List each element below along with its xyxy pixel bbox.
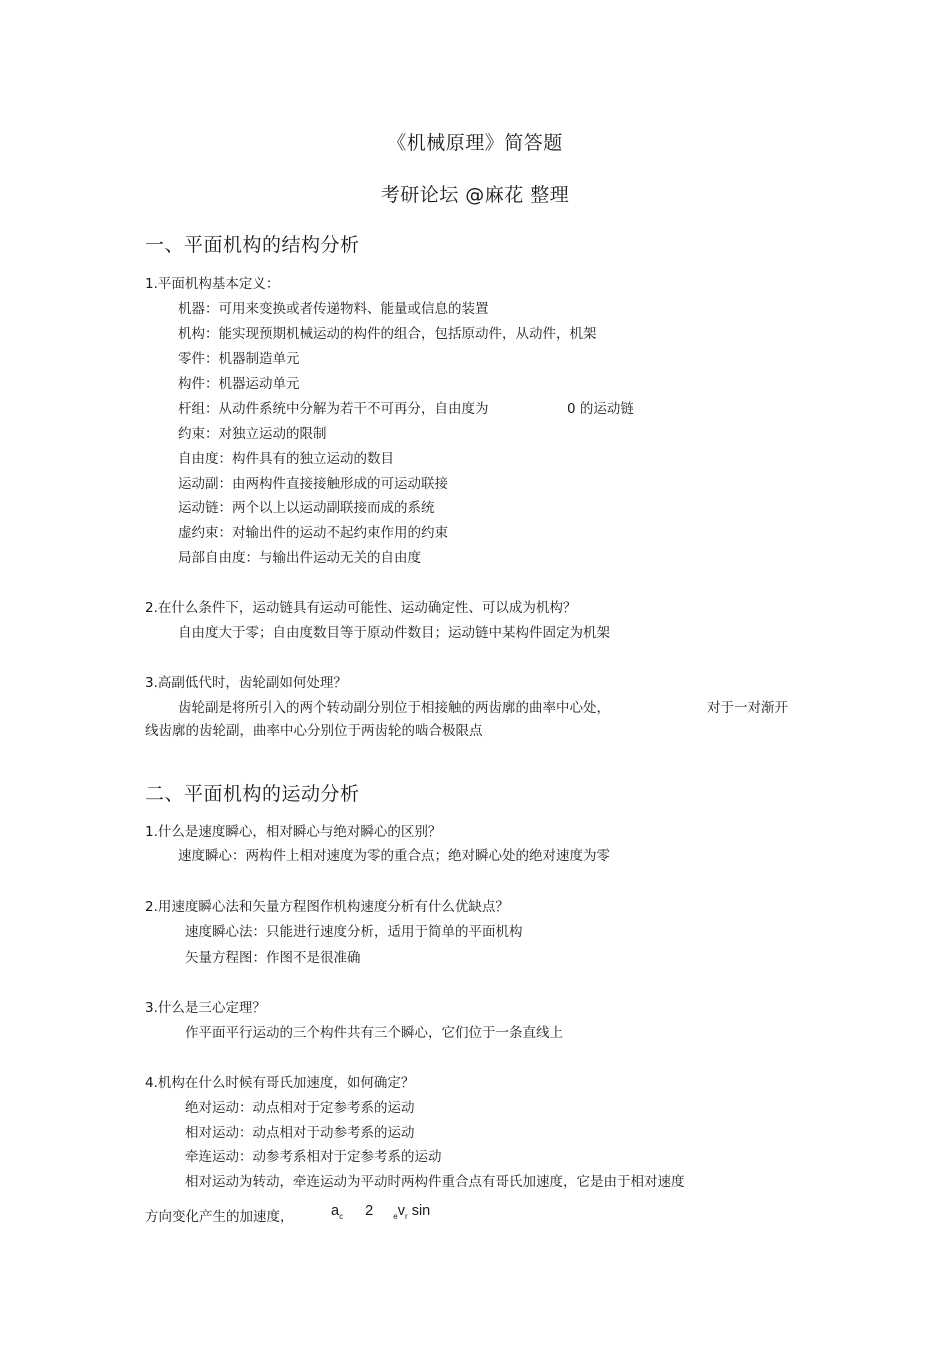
formula-v-sub: r: [404, 1212, 408, 1221]
answer-line: 齿轮副是将所引入的两个转动副分别位于相接触的两齿廓的曲率中心处，: [178, 700, 610, 716]
formula-two: 2: [365, 1203, 374, 1219]
definition-line: 运动链：两个以上以运动副联接而成的系统: [178, 500, 435, 516]
answer-line: 对于一对渐开: [707, 700, 788, 716]
formula-e-sub: e: [393, 1212, 398, 1221]
answer-line: 作平面平行运动的三个构件共有三个瞬心，它们位于一条直线上: [185, 1025, 563, 1041]
answer-line: 方向变化产生的加速度，: [145, 1209, 294, 1225]
formula-a-sub: c: [339, 1212, 344, 1221]
answer-line: 相对运动：动点相对于动参考系的运动: [185, 1125, 415, 1141]
definition-line: 局部自由度：与输出件运动无关的自由度: [178, 550, 421, 566]
definition-line: 约束：对独立运动的限制: [178, 426, 327, 442]
answer-line: 牵连运动：动参考系相对于定参考系的运动: [185, 1149, 442, 1165]
section-heading: 一、平面机构的结构分析: [145, 234, 360, 256]
answer-line: 速度瞬心：两构件上相对速度为零的重合点；绝对瞬心处的绝对速度为零: [178, 848, 610, 864]
answer-line: 矢量方程图：作图不是很准确: [185, 950, 361, 966]
definition-line: 运动副：由两构件直接接触形成的可运动联接: [178, 476, 448, 492]
definition-line: 机器：可用来变换或者传递物料、能量或信息的装置: [178, 301, 489, 317]
question: 1.平面机构基本定义：: [145, 276, 280, 292]
answer-line: 绝对运动：动点相对于定参考系的运动: [185, 1100, 415, 1116]
answer-line: 速度瞬心法：只能进行速度分析，适用于简单的平面机构: [185, 924, 523, 940]
definition-line: 构件：机器运动单元: [178, 376, 300, 392]
question: 3.高副低代时，齿轮副如何处理？: [145, 675, 347, 691]
question: 4.机构在什么时候有哥氏加速度，如何确定？: [145, 1075, 415, 1091]
formula-v: v: [397, 1203, 405, 1219]
definition-line: 杆组：从动件系统中分解为若干不可再分，自由度为: [178, 401, 489, 417]
answer-line: 自由度大于零；自由度数目等于原动件数目；运动链中某构件固定为机架: [178, 625, 610, 641]
definition-line: 虚约束：对输出件的运动不起约束作用的约束: [178, 525, 448, 541]
answer-line: 线齿廓的齿轮副，曲率中心分别位于两齿轮的啮合极限点: [145, 723, 483, 739]
formula-a: a: [331, 1203, 340, 1219]
document-title: 《机械原理》简答题: [387, 132, 563, 154]
document-subtitle: 考研论坛 @麻花 整理: [380, 184, 570, 206]
definition-line: 零件：机器制造单元: [178, 351, 300, 367]
definition-line-tail: 0 的运动链: [567, 401, 634, 417]
formula-sin: sin: [411, 1203, 431, 1219]
section-heading: 二、平面机构的运动分析: [145, 783, 360, 805]
definition-line: 机构：能实现预期机械运动的构件的组合，包括原动件，从动件，机架: [178, 326, 597, 342]
question: 2.用速度瞬心法和矢量方程图作机构速度分析有什么优缺点？: [145, 899, 509, 915]
coriolis-formula: [331, 1203, 430, 1221]
question: 2.在什么条件下，运动链具有运动可能性、运动确定性、可以成为机构？: [145, 600, 577, 616]
question: 3.什么是三心定理？: [145, 1000, 266, 1016]
answer-line: 相对运动为转动，牵连运动为平动时两构件重合点有哥氏加速度，它是由于相对速度: [185, 1174, 685, 1190]
definition-line: 自由度：构件具有的独立运动的数目: [178, 451, 394, 467]
question: 1.什么是速度瞬心，相对瞬心与绝对瞬心的区别？: [145, 824, 442, 840]
